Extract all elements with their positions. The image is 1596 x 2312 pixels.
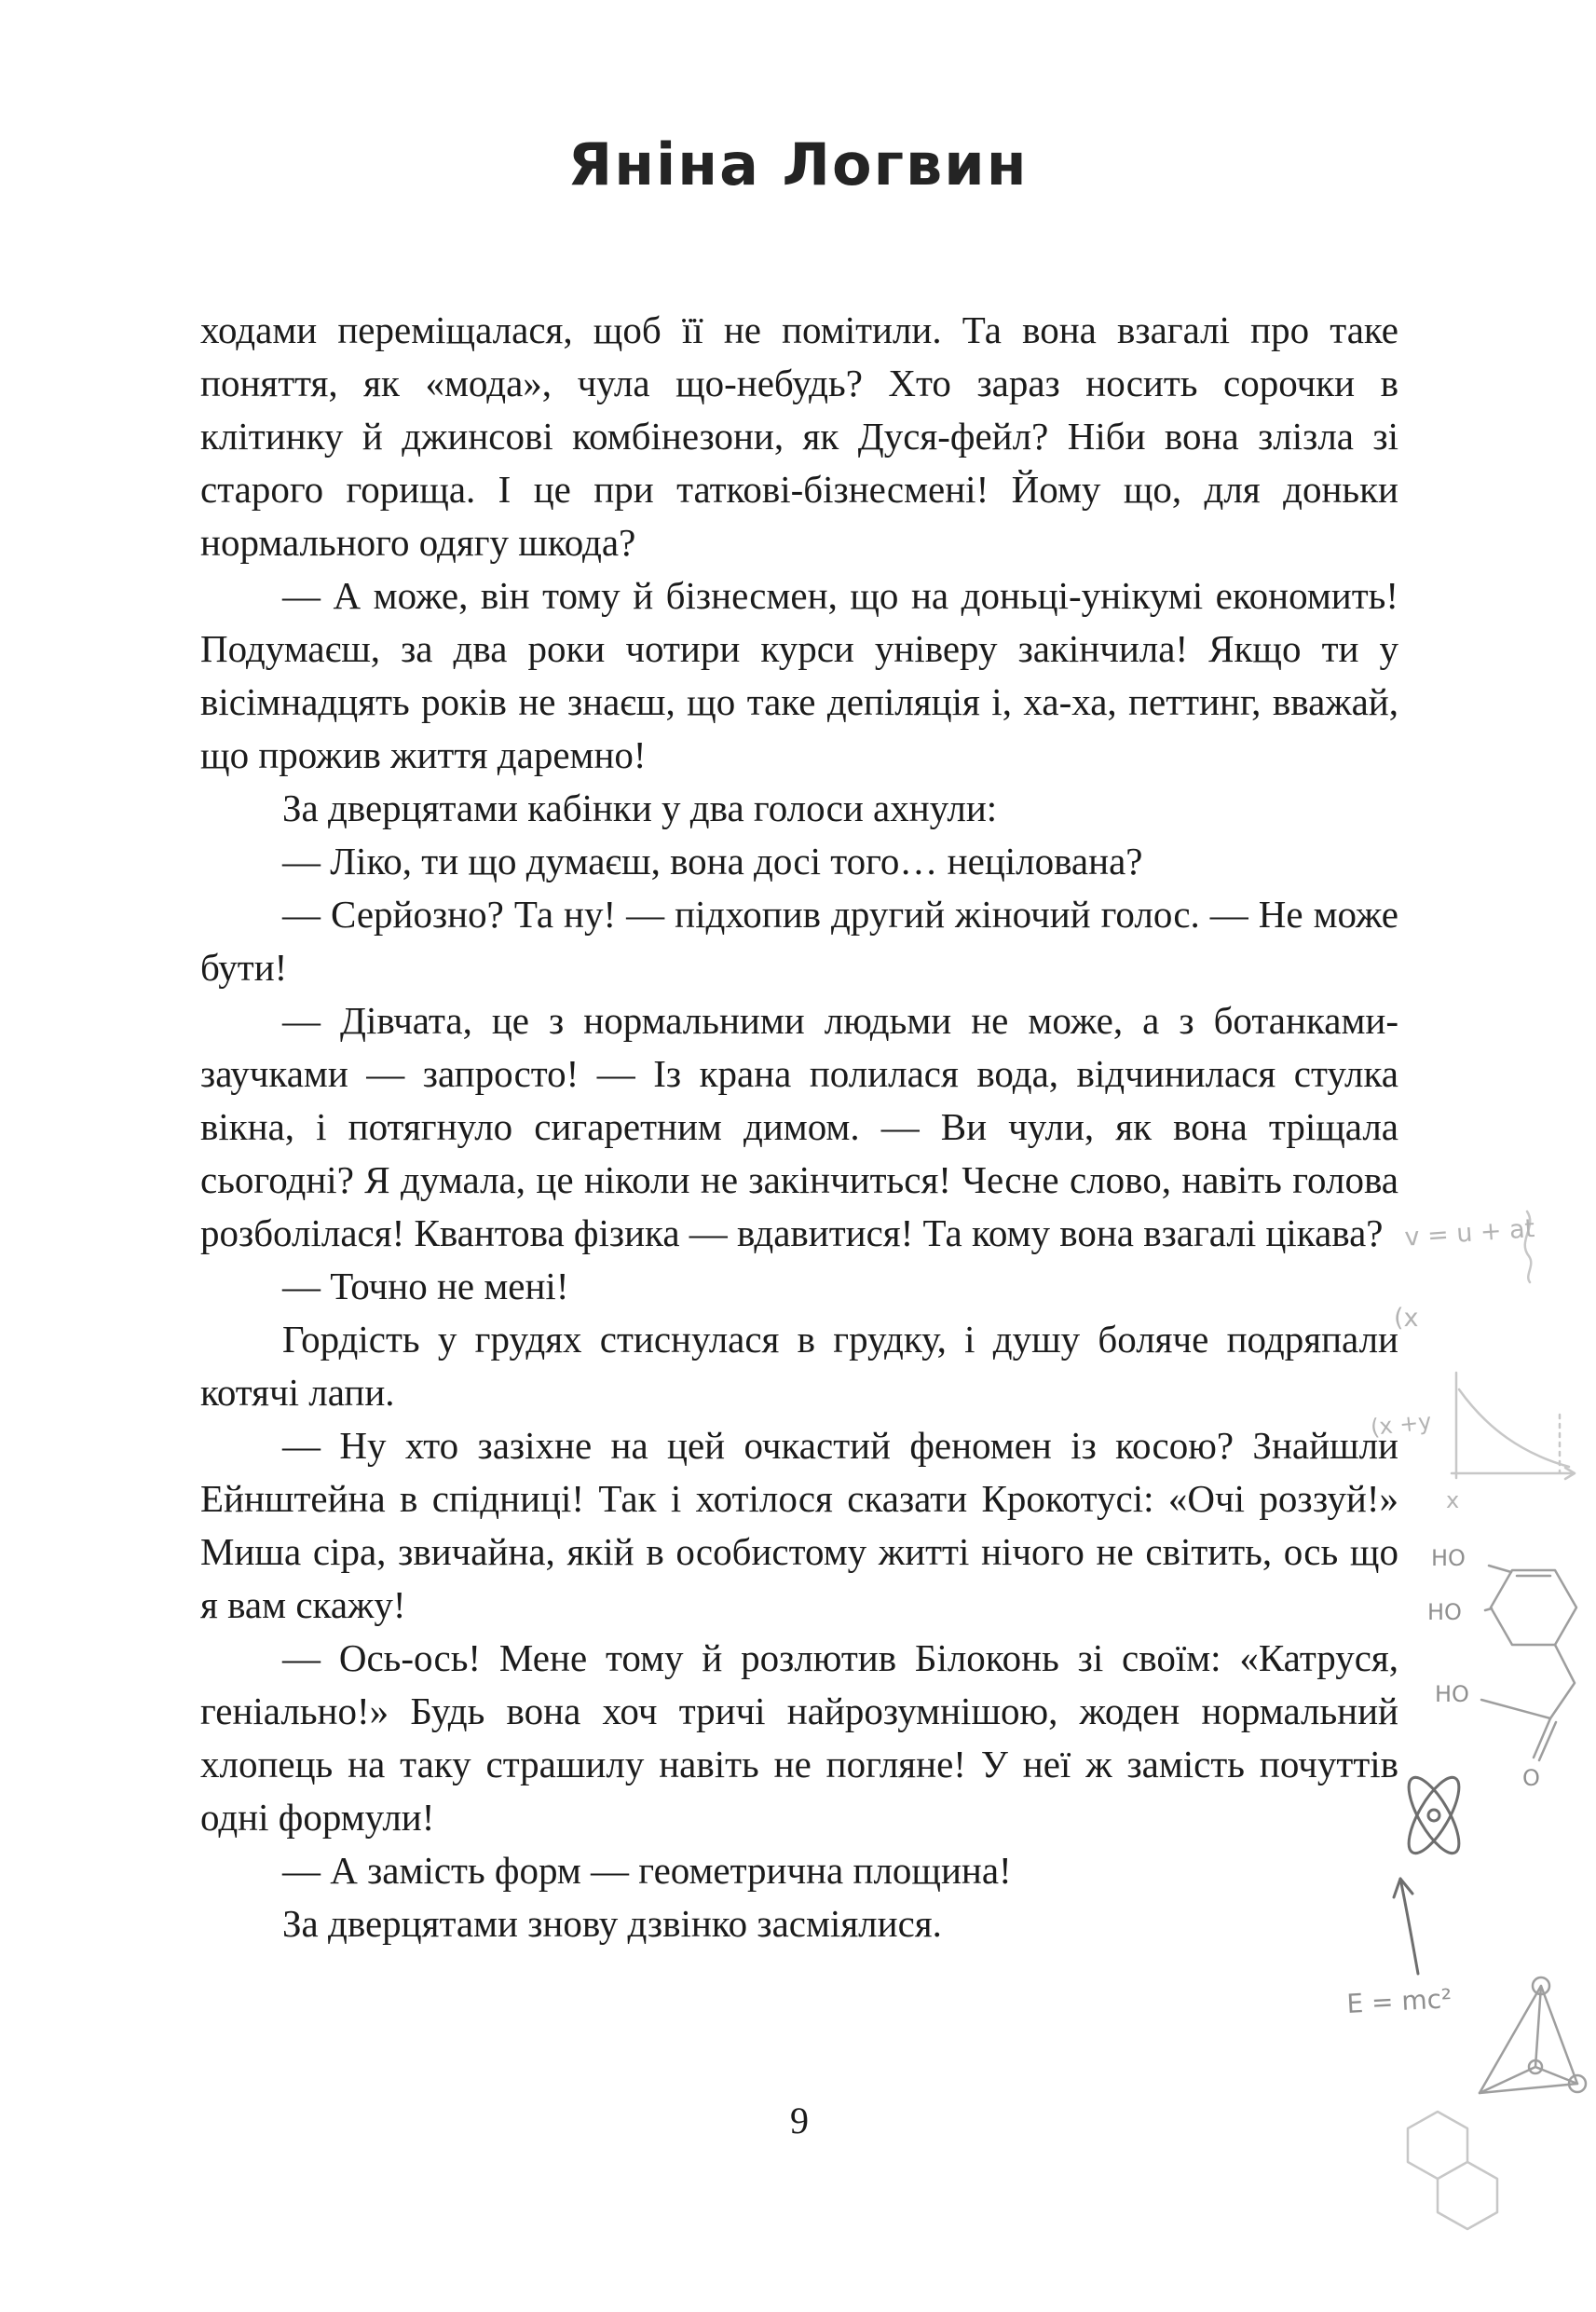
energy-formula-text: Е = mc² bbox=[1345, 1983, 1453, 2019]
body-paragraph-4: — Ліко, ти що думаєш, вона досі того… нецілована? bbox=[282, 840, 1143, 882]
velocity-formula-text: v = u + at bbox=[1403, 1213, 1536, 1252]
physics-formula-doodle bbox=[1404, 1214, 1536, 1252]
graph-doodle bbox=[1370, 1373, 1575, 1513]
graph-axis-note-text: (х +у bbox=[1369, 1408, 1433, 1441]
page-number: 9 bbox=[790, 2100, 809, 2141]
body-paragraph-6: — Дівчата, це з нормальними людьми не може, а з ботанками-заучками — запросто! — Із крана полилася вода, відчинилася стулка вікна, і потягнуло сигаретним димом. — Ви чули, як вона тріщала сьогодні? Я думала, це ніколи не закінчиться! Чесне слово, навіть голова розболілася! Квантова фізика — вдавитися! Та кому вона взагалі цікава? bbox=[200, 999, 1398, 1254]
bracket-note-text: (х bbox=[1394, 1304, 1419, 1333]
text-block bbox=[200, 304, 1398, 1950]
author-name: Яніна Логвин bbox=[567, 130, 1029, 198]
body-paragraph-7: — Точно не мені! bbox=[282, 1265, 569, 1307]
atom-icon bbox=[1399, 1771, 1468, 1860]
hydroxyl-label-2: НО bbox=[1427, 1599, 1462, 1625]
body-paragraph-10: — Ось-ось! Мене тому й розлютив Білоконь зі своїм: «Катруся, геніально!» Будь вона хоч тричі найрозумнішою, жоден нормальний хлопець на таку страшилу навіть не погляне! У неї ж замість почуттів одні формули! bbox=[200, 1636, 1398, 1839]
body-paragraph-5: — Серйозно? Та ну! — підхопив другий жіночий голос. — Не може бути! bbox=[200, 893, 1398, 989]
molecule-doodle bbox=[1427, 1545, 1576, 1791]
squiggle-doodle bbox=[1525, 1211, 1532, 1282]
benzene-ring-doodle bbox=[1408, 2112, 1497, 2229]
hydroxyl-label-1: НО bbox=[1431, 1545, 1466, 1571]
oxygen-label: О bbox=[1522, 1765, 1540, 1791]
body-paragraph-2: — А може, він тому й бізнесмен, що на доньці-унікумі економить! Подумаєш, за два роки чотири курси універу закінчила! Якщо ти у вісімнадцять років не знаєш, що таке депіляція і, ха-ха, петтинг, вважай, що прожив життя даремно! bbox=[200, 574, 1398, 776]
body-paragraph-11: — А замість форм — геометрична площина! bbox=[282, 1849, 1012, 1892]
body-paragraph-9: — Ну хто зазіхне на цей очкастий феномен із косою? Знайшли Ейнштейна в спідниці! Так і хотілося сказати Крокотусі: «Очі роззуй!» Миша сіра, звичайна, якій в особистому житті нічого не світить, ось що я вам скажу! bbox=[200, 1424, 1398, 1626]
graph-x-label: х bbox=[1446, 1487, 1460, 1513]
body-paragraph-12: За дверцятами знову дзвінко засміялися. bbox=[282, 1902, 942, 1945]
body-paragraph-3: За дверцятами кабінки у два голоси ахнули: bbox=[282, 787, 998, 829]
hydroxyl-label-3: НО bbox=[1435, 1681, 1469, 1707]
pyramid-doodle bbox=[1480, 1977, 1586, 2093]
body-paragraph-1: ходами переміщалася, щоб її не помітили. Та вона взагалі про таке поняття, як «мода», чула що-небудь? Хто зараз носить сорочки в клітинку й джинсові комбінезони, як Дуся-фейл? Ніби вона злізла зі старого горища. І це при таткові-бізнесмені! Йому що, для доньки нормального одягу шкода? bbox=[200, 308, 1398, 564]
body-paragraph-8: Гордість у грудях стиснулася в грудку, і душу боляче подряпали котячі лапи. bbox=[200, 1318, 1398, 1414]
